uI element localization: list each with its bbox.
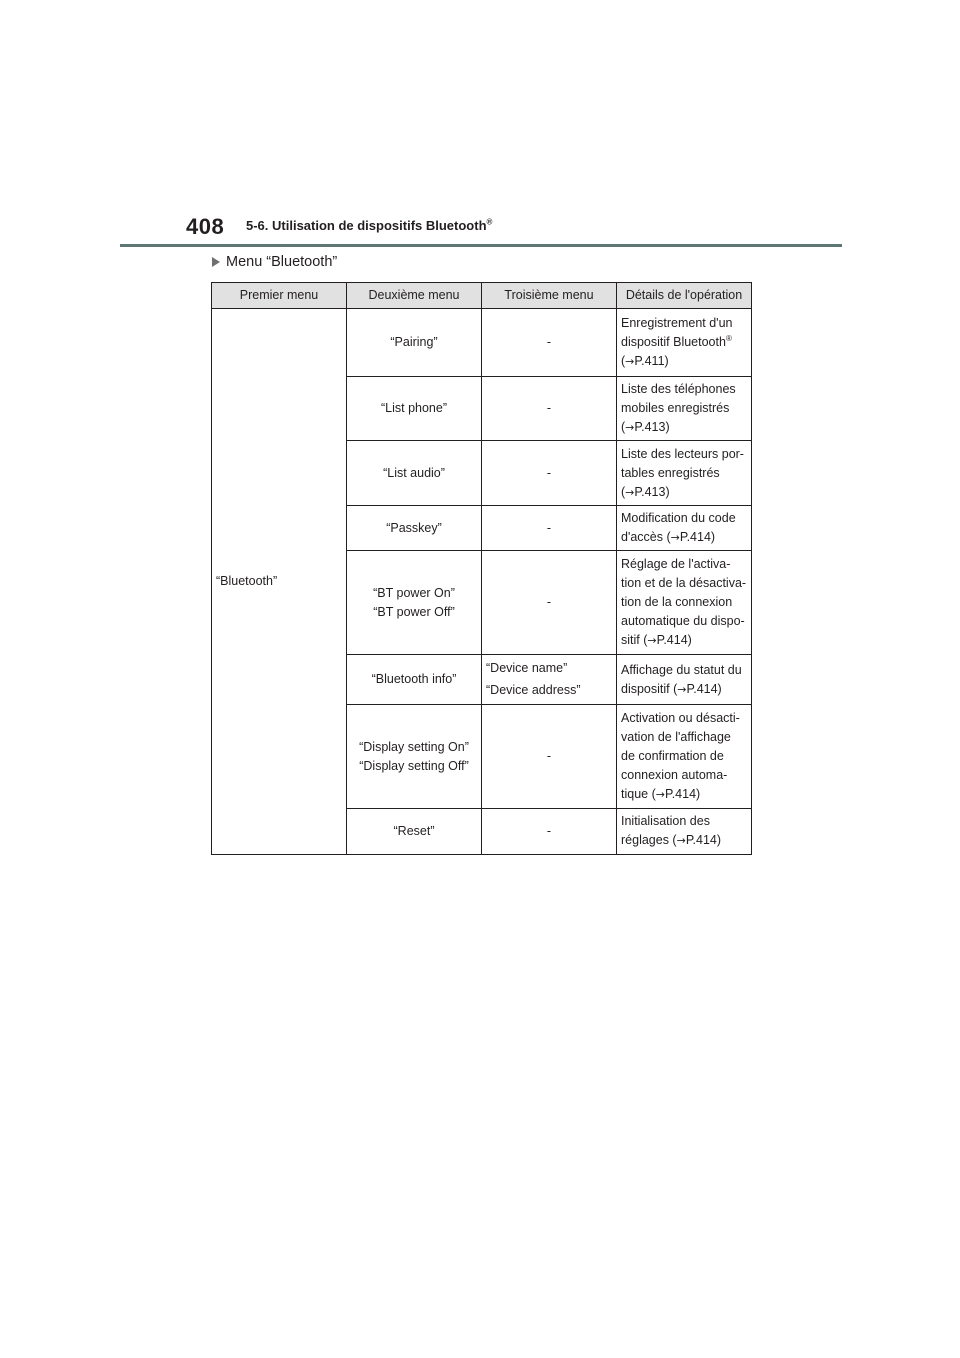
detail-text: ( [621, 354, 626, 368]
detail-text: réglages ( [621, 833, 677, 847]
third-menu-text: - [546, 465, 552, 480]
registered-mark: ® [486, 217, 493, 227]
third-menu-cell [482, 809, 617, 855]
second-menu-text: “List audio” [383, 465, 445, 480]
third-menu-cell [482, 655, 617, 705]
arrow-right-icon: → [677, 682, 687, 696]
third-menu-cell [482, 705, 617, 809]
detail-cell [617, 309, 752, 377]
header-rule [120, 244, 842, 247]
detail-line: Affichage du statut du [621, 662, 742, 677]
arrow-right-icon: → [676, 834, 686, 847]
second-menu-cell [347, 809, 482, 855]
detail-cell [617, 809, 752, 855]
detail-cell [617, 705, 752, 809]
third-menu-text: - [546, 749, 552, 763]
arrow-right-icon: → [655, 788, 665, 801]
detail-line [621, 831, 747, 850]
third-menu-text: - [546, 520, 552, 535]
arrow-right-icon: → [625, 355, 635, 368]
arrow-right-icon: → [647, 634, 657, 647]
subsection-label: Menu “Bluetooth” [226, 254, 338, 270]
third-menu-text: - [546, 595, 552, 609]
triangle-right-icon [212, 257, 220, 267]
detail-line: vation de l'affichage [621, 730, 731, 744]
detail-text: ( [621, 484, 626, 499]
detail-text: d'accès ( [621, 530, 671, 544]
second-menu-text: “Display setting Off” [359, 758, 469, 773]
detail-line [621, 785, 747, 804]
second-menu-text: “Reset” [393, 824, 435, 838]
detail-line: Enregistrement d'un [621, 316, 733, 330]
third-menu-text: “Device address” [486, 683, 581, 697]
third-menu-text: “Device name” [486, 661, 568, 675]
detail-line [621, 352, 747, 371]
third-menu-cell [482, 377, 617, 441]
third-menu-cell [482, 506, 617, 551]
second-menu-text: “BT power On” [373, 585, 455, 600]
first-menu-cell: “Bluetooth” [212, 309, 347, 855]
section-title-text: 5-6. Utilisation de dispositifs Bluetooth [246, 218, 487, 233]
third-menu-cell [482, 441, 617, 506]
detail-line: tion et de la désactiva- [621, 576, 747, 590]
second-menu-cell [347, 506, 482, 551]
page-reference: P.411) [634, 354, 669, 368]
table-header-row [212, 283, 752, 309]
second-menu-text: “Bluetooth info” [371, 672, 457, 686]
third-menu-cell [482, 309, 617, 377]
detail-cell [617, 655, 752, 705]
page-reference: P.413) [634, 420, 670, 434]
detail-cell [617, 551, 752, 655]
second-menu-text: “Passkey” [386, 520, 442, 535]
detail-line: Réglage de l'activa- [621, 557, 731, 571]
third-menu-text: - [546, 401, 552, 415]
page-number: 408 [186, 214, 225, 239]
detail-line: Activation ou désacti- [621, 711, 740, 725]
detail-line: mobiles enregistrés [621, 401, 730, 415]
second-menu-text: “BT power Off” [373, 604, 455, 619]
detail-line [621, 483, 747, 502]
subsection-heading [212, 254, 337, 270]
detail-line: Initialisation des [621, 814, 710, 828]
second-menu-cell [347, 377, 482, 441]
page-reference: P.414) [686, 681, 722, 696]
detail-text: ( [621, 420, 626, 434]
second-menu-cell [347, 441, 482, 506]
detail-text: tique ( [621, 787, 656, 801]
page-reference: P.414) [664, 787, 701, 801]
detail-line: tables enregistrés [621, 465, 720, 480]
registered-mark: ® [725, 333, 732, 343]
page-reference: P.414) [685, 833, 722, 847]
detail-text: dispositif Bluetooth [621, 335, 726, 349]
detail-cell [617, 377, 752, 441]
detail-cell [617, 441, 752, 506]
header-troisieme-menu: Troisième menu [482, 283, 617, 309]
page-reference: P.414) [679, 530, 716, 544]
bluetooth-menu-table [211, 282, 752, 855]
third-menu-cell [482, 551, 617, 655]
section-title [246, 218, 492, 233]
detail-line [621, 631, 747, 650]
detail-line: tion de la connexion [621, 595, 733, 609]
second-menu-cell [347, 655, 482, 705]
detail-text: sitif ( [621, 633, 648, 647]
third-menu-text: - [546, 824, 552, 838]
detail-line: de confirmation de [621, 749, 724, 763]
second-menu-cell [347, 309, 482, 377]
second-menu-cell [347, 551, 482, 655]
header-details-operation: Détails de l'opération [617, 283, 752, 309]
page-reference: P.414) [656, 633, 692, 647]
second-menu-text: “Pairing” [390, 335, 438, 349]
detail-line: Liste des lecteurs por- [621, 446, 744, 461]
arrow-right-icon: → [670, 531, 680, 544]
header-premier-menu: Premier menu [212, 283, 347, 309]
detail-text: dispositif ( [621, 681, 678, 696]
detail-line: connexion automa- [621, 768, 728, 782]
detail-line: Liste des téléphones [621, 382, 736, 396]
detail-line [621, 528, 747, 547]
second-menu-text: “Display setting On” [359, 739, 469, 754]
detail-line: automatique du dispo- [621, 614, 745, 628]
second-menu-cell [347, 705, 482, 809]
detail-line [621, 418, 747, 437]
detail-cell [617, 506, 752, 551]
page-reference: P.413) [634, 484, 670, 499]
second-menu-text: “List phone” [380, 401, 447, 415]
detail-line [621, 333, 747, 352]
detail-line: Modification du code [621, 511, 736, 525]
third-menu-text: - [546, 335, 552, 349]
arrow-right-icon: → [625, 421, 635, 434]
arrow-right-icon: → [625, 485, 635, 499]
header-deuxieme-menu: Deuxième menu [347, 283, 482, 309]
detail-line [621, 680, 747, 699]
table-row [212, 309, 752, 377]
